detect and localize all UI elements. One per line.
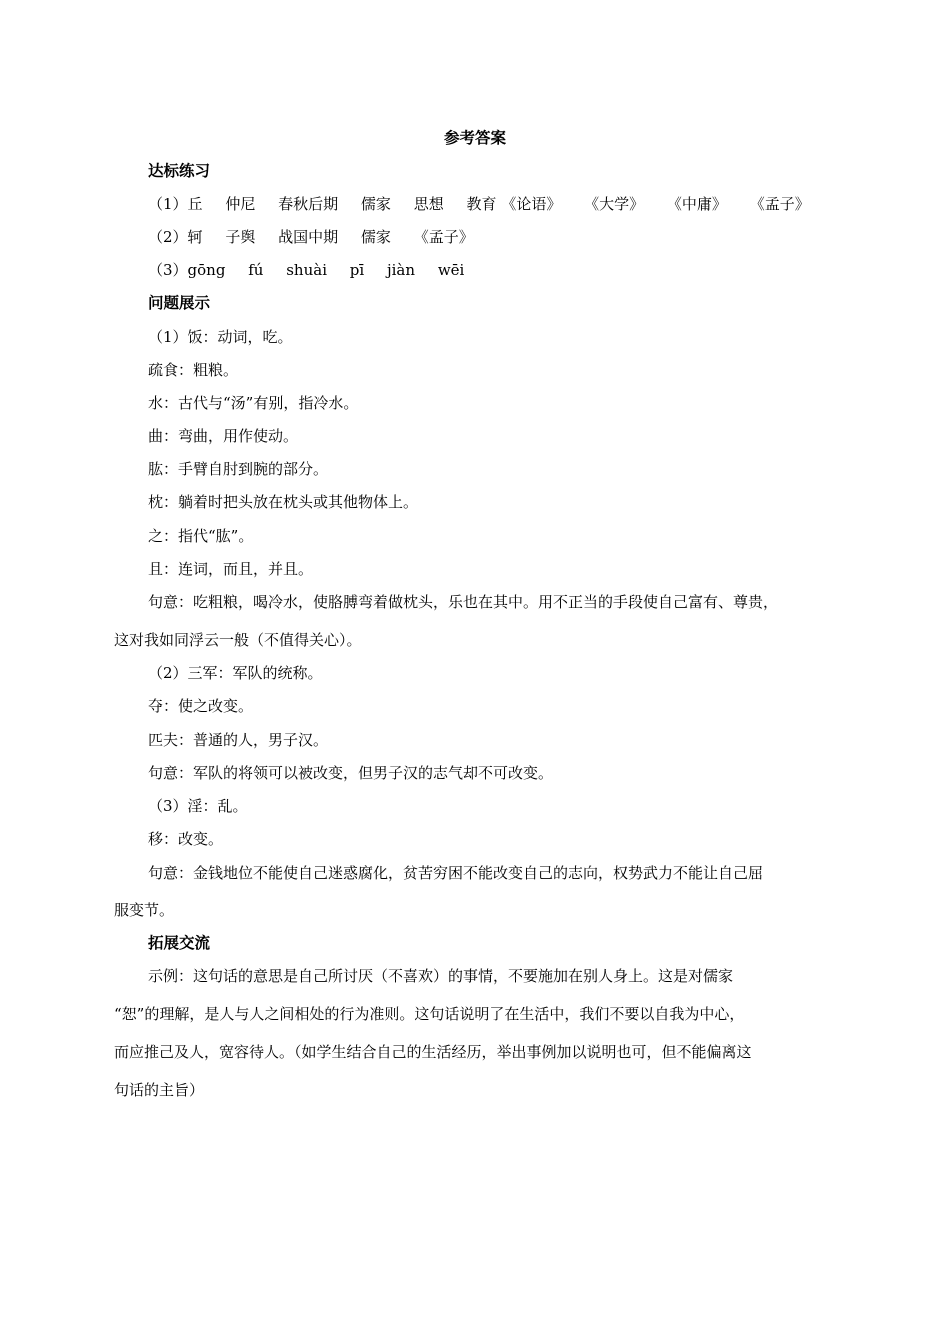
section-heading-questions: 问题展示 xyxy=(148,294,211,312)
answer-term: 儒家 xyxy=(360,195,391,213)
paragraph: 且：连词，而且，并且。 xyxy=(148,560,314,578)
answer-term: 《论语》 xyxy=(501,195,562,213)
paragraph-continuation: 而应推己及人，宽容待人。（如学生结合自己的生活经历，举出事例加以说明也可，但不能偏离这 xyxy=(114,1043,752,1061)
pinyin-term: jiàn xyxy=(386,261,416,279)
paragraph: 句意：军队的将领可以被改变，但男子汉的志气却不可改变。 xyxy=(148,764,554,782)
paragraph: 肱：手臂自肘到腕的部分。 xyxy=(148,460,329,478)
section-heading-extension: 拓展交流 xyxy=(148,934,211,952)
paragraph: 匹夫：普通的人，男子汉。 xyxy=(148,731,329,749)
pinyin-term: shuài xyxy=(286,261,327,279)
answer-term: 儒家 xyxy=(360,228,391,246)
answer-term: 《大学》 xyxy=(584,195,645,213)
paragraph: 移：改变。 xyxy=(148,830,224,848)
paragraph: 疏食：粗粮。 xyxy=(148,361,239,379)
paragraph: （1）饭：动词，吃。 xyxy=(148,328,293,346)
answer-term: （2）轲 xyxy=(148,228,203,246)
paragraph: （2）三军：军队的统称。 xyxy=(148,664,323,682)
answer-line-3 xyxy=(148,259,464,281)
paragraph-continuation: 这对我如同浮云一般（不值得关心）。 xyxy=(114,631,362,649)
pinyin-term: pī xyxy=(349,261,365,279)
answer-term: 子舆 xyxy=(225,228,256,246)
paragraph-continuation: 句话的主旨） xyxy=(114,1081,205,1099)
answer-term: 教育 xyxy=(466,195,497,213)
paragraph-continuation: “恕”的理解，是人与人之间相处的行为准则。这句话说明了在生活中，我们不要以自我为中心， xyxy=(114,1005,745,1023)
paragraph: 之：指代“肱”。 xyxy=(148,527,254,545)
paragraph: 夺：使之改变。 xyxy=(148,697,254,715)
pinyin-term: wēi xyxy=(437,261,465,279)
paragraph: 枕：躺着时把头放在枕头或其他物体上。 xyxy=(148,493,419,511)
answer-term: 《孟子》 xyxy=(413,228,474,246)
paragraph: 句意：吃粗粮，喝冷水，使胳膊弯着做枕头，乐也在其中。用不正当的手段使自己富有、尊贵， xyxy=(148,593,779,611)
answer-term: （1）丘 xyxy=(148,195,203,213)
paragraph: 示例：这句话的意思是自己所讨厌（不喜欢）的事情，不要施加在别人身上。这是对儒家 xyxy=(148,967,734,985)
answer-line-1 xyxy=(148,193,810,215)
answer-term: 春秋后期 xyxy=(278,195,339,213)
answer-term: 思想 xyxy=(413,195,444,213)
pinyin-term: （3）gōng xyxy=(148,261,226,279)
paragraph-continuation: 服变节。 xyxy=(114,901,175,919)
answer-term: 《中庸》 xyxy=(666,195,727,213)
pinyin-term: fú xyxy=(248,261,264,279)
answer-term: 战国中期 xyxy=(278,228,339,246)
page-title: 参考答案 xyxy=(443,129,506,147)
answer-term: 仲尼 xyxy=(225,195,256,213)
answer-term: 《孟子》 xyxy=(749,195,810,213)
paragraph: （3）淫：乱。 xyxy=(148,797,248,815)
paragraph: 句意：金钱地位不能使自己迷惑腐化，贫苦穷困不能改变自己的志向，权势武力不能让自己屈 xyxy=(148,864,764,882)
section-heading-practice: 达标练习 xyxy=(148,162,211,180)
paragraph: 曲：弯曲，用作使动。 xyxy=(148,427,299,445)
answer-line-2 xyxy=(148,226,474,248)
paragraph: 水：古代与“汤”有别，指冷水。 xyxy=(148,394,359,412)
